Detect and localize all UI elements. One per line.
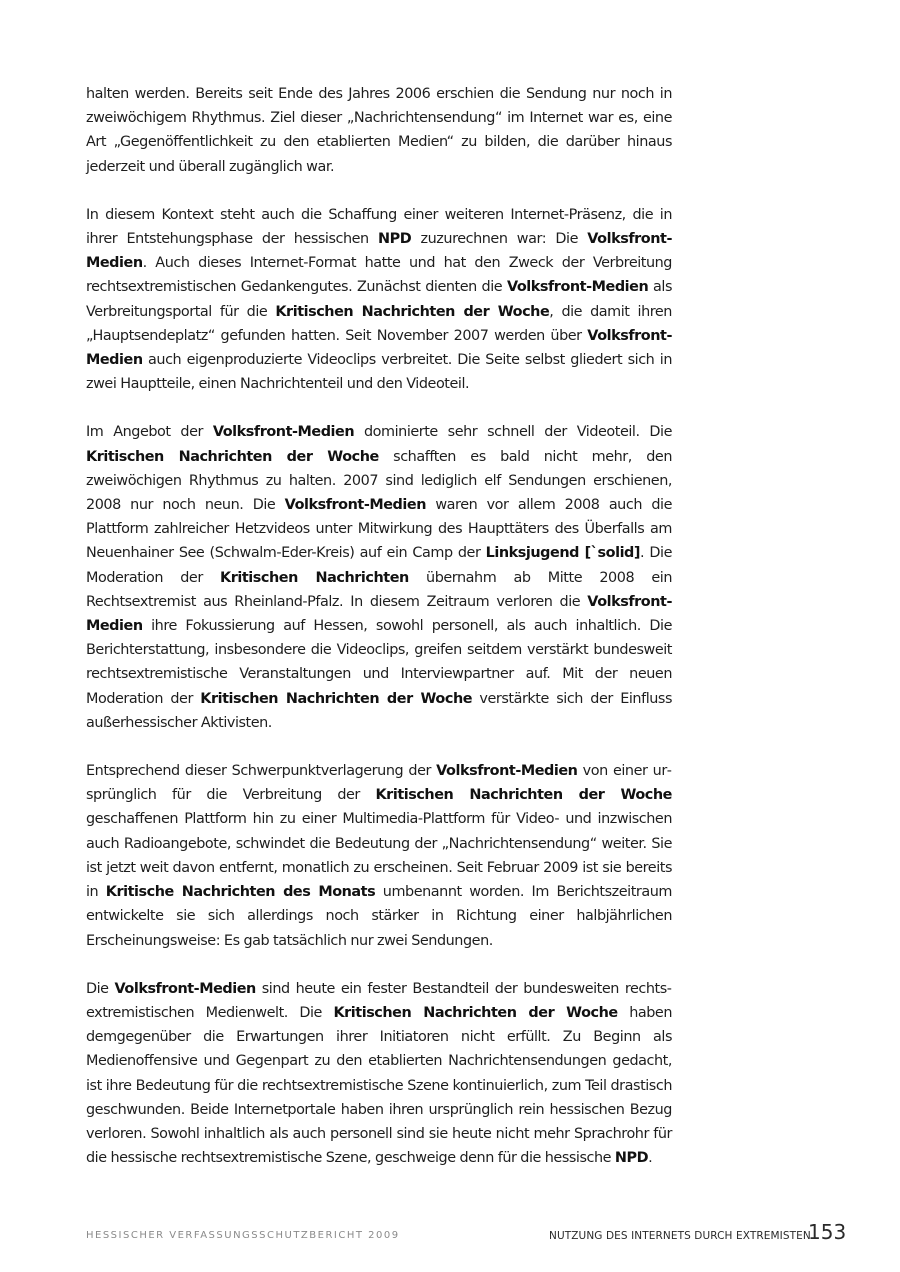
bold-term: NPD: [378, 231, 412, 248]
paragraph-1: halten werden. Bereits seit Ende des Jahres 2006 erschien die Sendung nur noch in zweiwöchigem Rhythmus. Ziel dieser „Nachrichtensendung“ im Internet war es, eine Art „Gegenöffentlichkeit zu den etablierten Medien“ zu bilden, die darüber hinaus jederzeit und überall zugänglich war.: [86, 86, 672, 175]
paragraph-2: In diesem Kontext steht auch die Schaffung einer weiteren Internet-Präsenz, die in ihrer Entstehungsphase der hessischen NPD zuzurechnen war: Die Volksfront-Medien. Auch dieses Internet-Format hatte und hat den Zweck der Verbreitung rechtsextremistischen Gedankengutes. Zunächst dienten die Volksfront-Medien als Verbreitungsportal für die Kritischen Nachrichten der Woche, die damit ihren „Hauptsendeplatz“ gefunden hatten. Seit November 2007 werden über Volksfront-Medien auch eigenproduzierte Videoclips verbreitet. Die Seite selbst gliedert sich in zwei Hauptteile, einen Nachrichtenteil und den Videoteil.: [86, 206, 672, 393]
paragraph-5: Die Volksfront-Medien sind heute ein fester Bestandteil der bundesweiten rechtsextremistischen Medienwelt. Die Kritischen Nachrichten der Woche haben demgegenüber die Erwartungen ihrer Initiatoren nicht erfüllt. Zu Beginn als Medienoffensive und Gegenpart zu den etablierten Nachrichtensendungen gedacht, ist ihre Bedeutung für die rechtsextremistische Szene kontinuierlich, zum Teil drastisch geschwunden. Beide Internetportale haben ihren ursprünglich rein hessischen Bezug verloren. Sowohl inhaltlich als auch personell sind sie heute nicht mehr Sprachrohr für die hessische rechtsextremistische Szene, geschweige denn für die hessische NPD.: [86, 980, 672, 1167]
bold-term: Kritischen Nachrichten der Woche: [86, 448, 379, 465]
bold-term: Volksfront-Medien: [284, 497, 426, 514]
bold-term: Kritische Nachrichten des Monats: [105, 884, 376, 901]
footer-report-title: HESSISCHER VERFASSUNGSSCHUTZBERICHT 2009: [86, 1230, 400, 1241]
bold-term: Volksfront-Medien: [114, 980, 256, 997]
bold-term: NPD: [614, 1150, 649, 1167]
bold-term: Volksfront-Medien: [86, 231, 672, 272]
bold-term: Kritischen Nachrichten der Woche: [333, 1004, 618, 1021]
bold-term: Volksfront-Medien: [86, 593, 672, 635]
paragraph-4: Entsprechend dieser Schwerpunktverlagerung der Volksfront-Medien von einer ursprünglich für die Verbreitung der Kritischen Nachrichten der Woche geschaffenen Plattform hin zu einer Multimedia-Plattform für Video- und inzwischen auch Radioangebote, schwindet die Bedeutung der „Nachrichtensendung“ weiter. Sie ist jetzt weit davon entfernt, monatlich zu erscheinen. Seit Februar 2009 ist sie bereits in Kritische Nachrichten des Monats umbenannt worden. Im Berichtszeitraum entwickelte sie sich allerdings noch stärker in Richtung einer halbjährlichen Erscheinungsweise: Es gab tatsächlich nur zwei Sendungen.: [86, 763, 672, 949]
bold-term: Volksfront-Medien: [86, 327, 672, 369]
body-text: [86, 82, 672, 1194]
bold-term: Kritischen Nachrichten der Woche: [375, 787, 672, 804]
bold-term: Kritischen Nachrichten der Woche: [200, 690, 473, 707]
bold-term: Volksfront-Medien: [506, 279, 649, 296]
bold-term: Volksfront-Medien: [212, 424, 355, 441]
footer-chapter-title: NUTZUNG DES INTERNETS DURCH EXTREMISTEN: [549, 1230, 811, 1242]
bold-term: Volksfront-Medien: [436, 763, 578, 780]
paragraph-3: Im Angebot der Volksfront-Medien dominierte sehr schnell der Videoteil. Die Kritischen Nachrichten der Woche schafften es bald nicht mehr, den zweiwöchigen Rhythmus zu halten. 2007 sind lediglich elf Sendungen erschienen, 2008 nur noch neun. Die Volksfront-Medien waren vor allem 2008 auch die Plattform zahlreicher Hetzvideos unter Mitwirkung des Haupttäters des Überfalls am Neuenhainer See (Schwalm-Eder-Kreis) auf ein Camp der Linksjugend [`solid]. Die Moderation der Kritischen Nachrichten übernahm ab Mitte 2008 ein Rechtsextremist aus Rheinland-Pfalz. In diesem Zeitraum verloren die Volksfront-Medien ihre Fokussierung auf Hessen, sowohl personell, als auch inhaltlich. Die Berichterstattung, insbesondere die Videoclips, greifen seitdem verstärkt bundesweit rechtsextremistische Veranstaltungen und Interviewpartner auf. Mit der neuen Moderation der Kritischen Nachrichten der Woche verstärkte sich der Einfluss außerhessischer Aktivisten.: [86, 424, 673, 731]
page-number: 153: [808, 1220, 847, 1244]
bold-term: Kritischen Nachrichten der Woche: [275, 303, 550, 320]
bold-term: Kritischen Nachrichten: [220, 569, 409, 586]
bold-term: Linksjugend [`solid]: [485, 545, 641, 562]
